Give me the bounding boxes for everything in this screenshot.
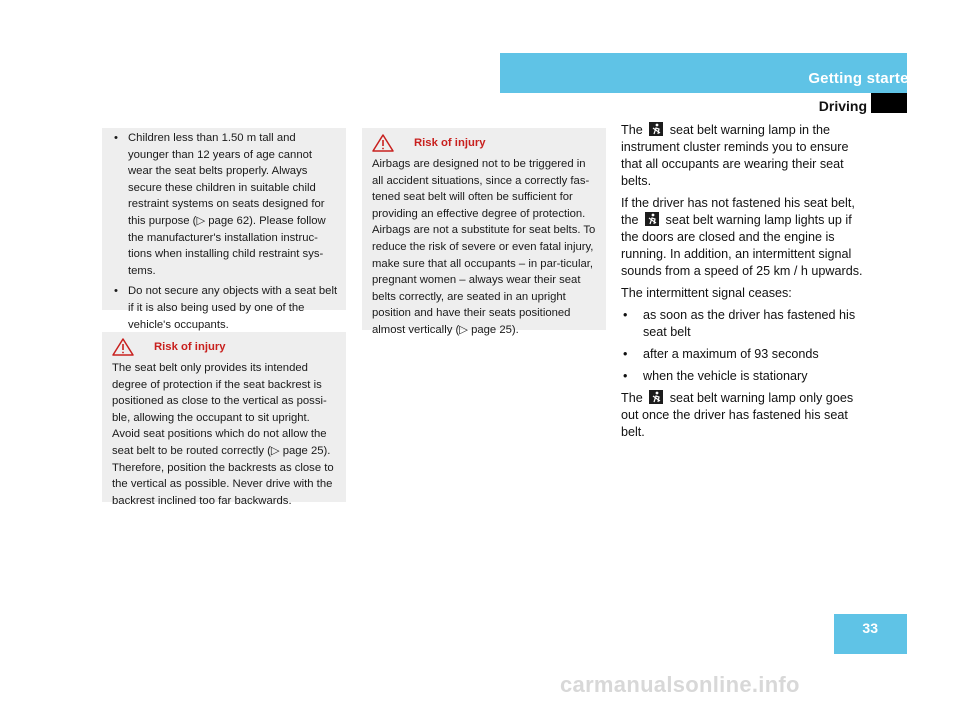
section-title: Getting started xyxy=(808,70,918,87)
text-fragment: seat belt warning lamp lights up if the doors are closed and the engine is running. In addition, an intermittent signal sounds from a speed of 25 km / h upwards. xyxy=(621,213,863,278)
chapter-title: Driving xyxy=(818,98,867,114)
seatbelt-warning-lamp-icon xyxy=(649,122,663,136)
warning-box-backrest xyxy=(102,332,346,507)
warning-triangle-icon xyxy=(112,338,134,356)
bullet-dot: • xyxy=(623,347,628,361)
text-fragment: The xyxy=(621,391,643,405)
warning-title: Risk of injury xyxy=(414,136,486,149)
list-item-text: as soon as the driver has fastened his seat belt xyxy=(643,308,856,339)
text-fragment: seat belt warning lamp only goes out once the driver has fastened his seat belt. xyxy=(621,391,854,439)
list-item-text: when the vehicle is stationary xyxy=(643,369,808,383)
list-item xyxy=(621,368,871,385)
seatbelt-warning-lamp-icon xyxy=(649,390,663,404)
seatbelt-warning-lamp-icon xyxy=(645,212,659,226)
list-item xyxy=(114,130,338,279)
warning-header xyxy=(372,134,598,152)
warning-body: The seat belt only provides its intended degree of protection if the seat backrest is positioned as close to the vertical as possi-ble, allowing the occupant to sit upright. Avoid seat positions which do not allow the seat belt to be routed correctly (▷ page 25). Therefore, position the backrests as close to the vertical as possible. Never drive with the backrest inclined too far backwards. xyxy=(112,362,334,507)
paragraph xyxy=(621,122,871,190)
bullet-dot: • xyxy=(114,285,118,298)
list-item xyxy=(114,283,338,333)
warning-title: Risk of injury xyxy=(154,340,226,353)
list-item-text: Children less than 1.50 m tall and younger than 12 years of age cannot wear the seat belts properly. Always secure these children in suitable child restraint systems on seats designed for this purpose (▷ page 62). Please follow the manufacturer's installation instruc-tions when installing child restraint sys-tems. xyxy=(128,132,326,277)
text-fragment: The xyxy=(621,123,643,137)
seatbelt-warning-section xyxy=(621,122,871,446)
bullet-dot: • xyxy=(623,308,628,322)
paragraph xyxy=(621,390,871,441)
paragraph xyxy=(621,195,871,280)
warning-header xyxy=(112,338,338,356)
bullet-dot: • xyxy=(114,132,118,144)
list-item-text: after a maximum of 93 seconds xyxy=(643,347,819,361)
bullet-dot: • xyxy=(623,369,628,383)
watermark: carmanualsonline.info xyxy=(560,672,800,697)
chapter-tab-marker xyxy=(871,93,907,113)
child-safety-notes-box xyxy=(102,128,346,331)
warning-triangle-icon xyxy=(372,134,394,152)
list-item xyxy=(621,307,871,341)
text-fragment: If the driver has not fastened his seat belt, the xyxy=(621,196,855,227)
page-number: 33 xyxy=(862,620,878,636)
text-fragment: seat belt warning lamp in the instrument cluster reminds you to ensure that all occupants are wearing their seat belts. xyxy=(621,123,849,188)
warning-box-airbags xyxy=(362,128,606,336)
list-item-text: Do not secure any objects with a seat belt if it is also being used by one of the vehicle's occupants. xyxy=(128,285,338,331)
paragraph: The intermittent signal ceases: xyxy=(621,286,792,300)
warning-body: Airbags are designed not to be triggered in all accident situations, since a correctly fas-tened seat belt will often be sufficient for providing an effective degree of protection. Airbags are not a substitute for seat belts. To reduce the risk of severe or even fatal injury, make sure that all occupants – in par-ticular, pregnant women – always wear their seat belts correctly, are seated in an upright position and have their seats positioned almost vertically (▷ page 25). xyxy=(372,158,596,336)
list-item xyxy=(621,346,871,363)
